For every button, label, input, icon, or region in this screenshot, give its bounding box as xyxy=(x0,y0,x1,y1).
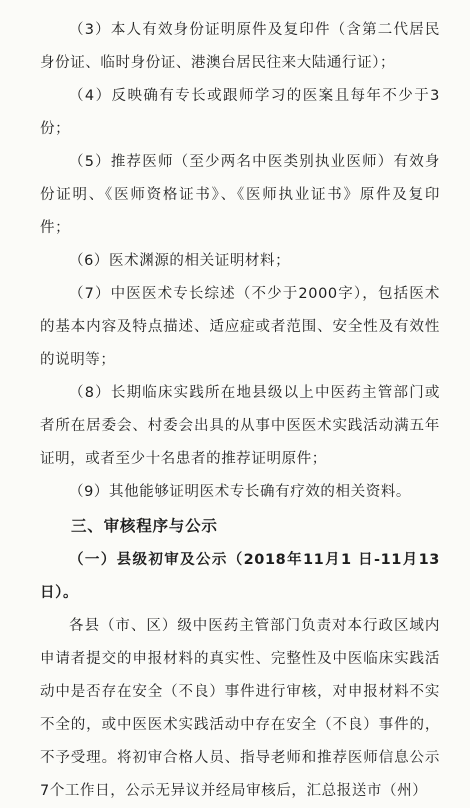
body-paragraph: 各县（市、区）级中医药主管部门负责对本行政区域内申请者提交的申报材料的真实性、完整性及中医临床实践活动中是否存在安全（不良）事件进行审核，对申报材料不实不全的，或中医医术实践活动中存在安全（不良）事件的，不予受理。将初审合格人员、指导老师和推荐医师信息公示7个工作日，公示无异议并经局审核后，汇总报送市（州） xyxy=(40,618,440,799)
requirement-item-7: （7）中医医术专长综述（不少于2000字），包括医术的基本内容及特点描述、适应症或者范围、安全性及有效性的说明等； xyxy=(40,286,440,368)
requirement-item-4: （4）反映确有专长或跟师学习的医案且每年不少于3份； xyxy=(40,88,440,137)
requirement-item-8: （8）长期临床实践所在地县级以上中医药主管部门或者所在居委会、村委会出具的从事中医医术实践活动满五年证明，或者至少十名患者的推荐证明原件； xyxy=(40,385,440,467)
requirement-item-9: （9）其他能够证明医术专长确有疗效的相关资料。 xyxy=(69,484,412,500)
requirement-item-5: （5）推荐医师（至少两名中医类别执业医师）有效身份证明、《医师资格证书》、《医师执业证书》原件及复印件； xyxy=(40,154,440,236)
section-title: 三、审核程序与公示 xyxy=(71,517,218,535)
requirement-item-6: （6）医术渊源的相关证明材料； xyxy=(69,253,291,269)
subsection-title: （一）县级初审及公示（2018年11月1 日-11月13日）。 xyxy=(40,552,440,601)
requirement-item-3: （3）本人有效身份证明原件及复印件（含第二代居民身份证、临时身份证、港澳台居民往来大陆通行证）； xyxy=(40,22,440,71)
